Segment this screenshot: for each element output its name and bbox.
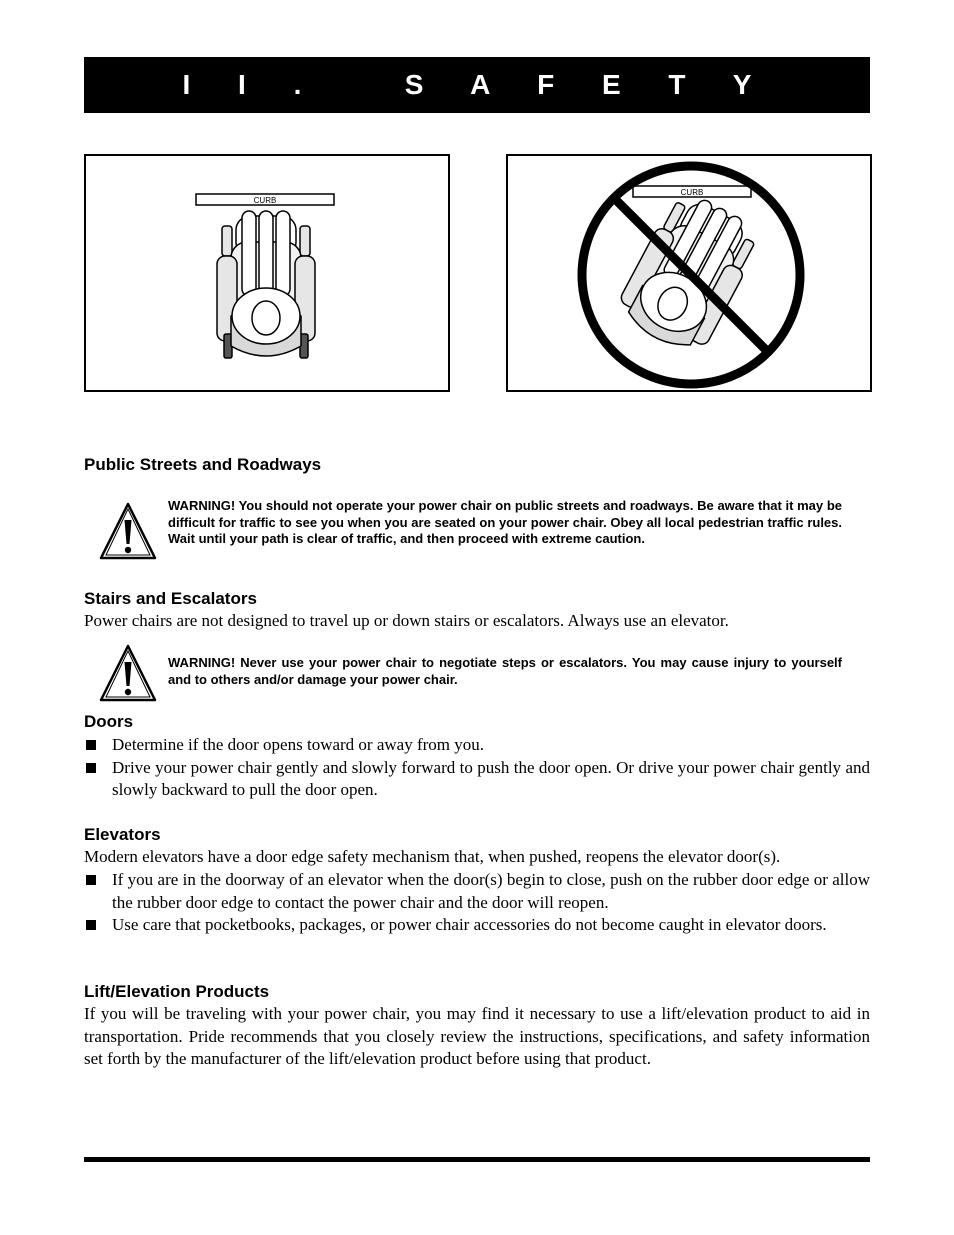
- paragraph-lift-elevation: If you will be traveling with your power chair, you may find it necessary to use a lift/elevation product to aid in transportation. Pride recommends that you closely review the instructions, specifications, and safety information set forth by the manufacturer of the lift/elevation product before using that product.: [84, 1004, 870, 1068]
- warning-triangle-icon: [98, 640, 158, 706]
- list-item: Drive your power chair gently and slowly forward to push the door open. Or drive your power chair gently and slowly backward to pull the door open.: [84, 757, 870, 802]
- paragraph-elevators: Modern elevators have a door edge safety mechanism that, when pushed, reopens the elevator door(s).: [84, 847, 781, 866]
- list-item: Use care that pocketbooks, packages, or power chair accessories do not become caught in elevator doors.: [84, 914, 870, 937]
- heading-public-streets: Public Streets and Roadways: [84, 455, 322, 474]
- warning-triangle-icon: [98, 498, 158, 564]
- heading-stairs: Stairs and Escalators: [84, 589, 257, 608]
- bullet-square-icon: [86, 740, 96, 750]
- prohibition-icon: [582, 166, 800, 384]
- heading-elevators: Elevators: [84, 825, 161, 844]
- figure-correct-curb-approach: [84, 154, 450, 392]
- power-chair-angled-prohibited-illustration: [508, 156, 870, 390]
- heading-doors: Doors: [84, 712, 134, 731]
- footer-rule: [84, 1157, 870, 1162]
- bullet-square-icon: [86, 763, 96, 773]
- list-item: Determine if the door opens toward or away from you.: [84, 734, 870, 757]
- bullet-square-icon: [86, 920, 96, 930]
- paragraph-stairs: Power chairs are not designed to travel up or down stairs or escalators. Always use an elevator.: [84, 611, 729, 630]
- bullet-square-icon: [86, 875, 96, 885]
- section-title-banner: [84, 57, 870, 113]
- warning-text: WARNING! Never use your power chair to negotiate steps or escalators. You may cause injury to yourself and to others and/or damage your power chair.: [168, 655, 842, 687]
- section-title: I I . S A F E T Y: [182, 69, 772, 100]
- curb-label: CURB: [680, 188, 704, 197]
- warning-text: WARNING! You should not operate your power chair on public streets and roadways. Be aware that it may be difficult for traffic to see you when you are seated on your power chair. Obey all local pedestrian traffic rules. Wait until your path is clear of traffic, and then proceed with extreme caution.: [168, 498, 842, 547]
- doors-list: [84, 734, 870, 802]
- curb-label: CURB: [253, 196, 277, 205]
- power-chair-straight-illustration: [86, 156, 448, 390]
- figure-incorrect-curb-approach: [506, 154, 872, 392]
- elevators-list: [84, 869, 870, 937]
- heading-lift-elevation: Lift/Elevation Products: [84, 982, 270, 1001]
- list-item: If you are in the doorway of an elevator when the door(s) begin to close, push on the rubber door edge or allow the rubber door edge to contact the power chair and the door will reopen.: [84, 869, 870, 914]
